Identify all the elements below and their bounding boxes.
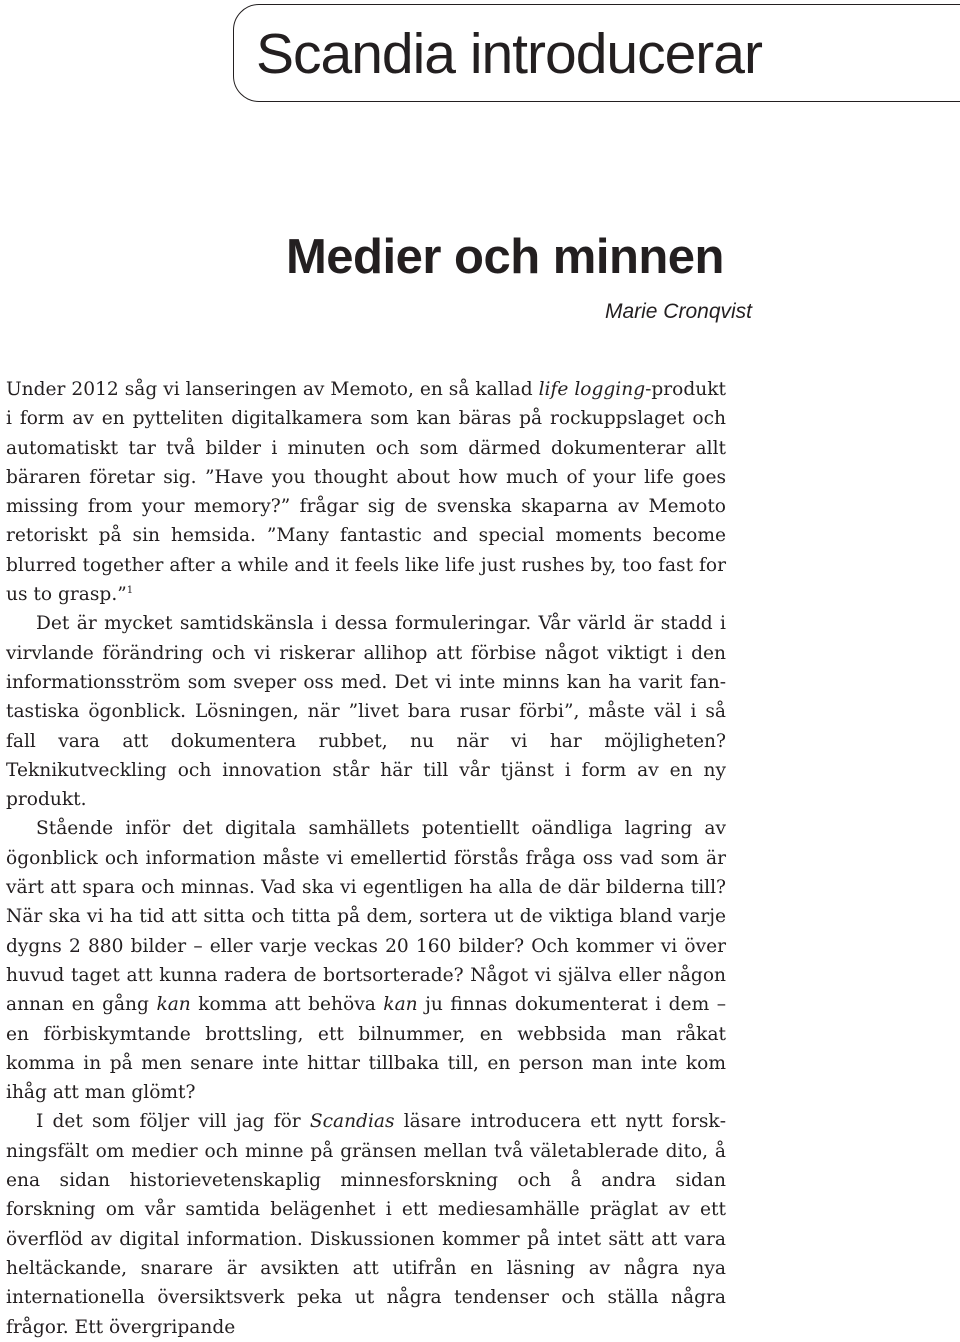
footnote-marker: 1 (126, 584, 134, 596)
emphasis-life-logging: life logging (538, 379, 646, 400)
paragraph-4: I det som följer vill jag för Scandias läsare introducera ett nytt forskningsfält om medier och minne på gränsen mellan två väletablerade dito, å ena sidan historievetenskaplig minnesforskning och å andra sidan forskning om vår samtida belägenhet i ett mediesamhälle präglat av ett överflöd av digital information. Diskussionen kommer på intet sätt att vara heltäckande, snarare är avsikten att utifrån en läsning av några nya internationella översiktsverk peka ut några tendenser och ställa några frågor. Ett övergripande (6, 1111, 726, 1338)
paragraph-2: Det är mycket samtidskänsla i dessa formuleringar. Vår värld är stadd i virvlande förändring och vi riskerar allihop att förbise något viktigt i den informationsström som sveper oss med. Det vi inte minns kan ha varit fantastiska ögonblick. Lösningen, när ”livet bara rusar förbi”, måste väl i så fall vara att dokumentera rubbet, nu när vi har möjligheten? Teknikutveckling och innovation står här till vår tjänst i form av en ny produkt. (6, 613, 726, 811)
article-title: Medier och minnen (285, 230, 724, 284)
article-author: Marie Cronqvist (604, 300, 752, 323)
emphasis-scandias: Scandias (309, 1111, 395, 1133)
paragraph-3: Stående inför det digitala samhällets potentiellt oändliga lagring av ögonblick och information måste vi emellertid förstås fråga oss vad som är värt att spara och minnas. Vad ska vi egentligen ha alla de där bilderna till? När ska vi ha tid att sitta och titta på dem, sortera ut de viktiga bland varje dygns 2 880 bilder – eller varje veckas 20 160 bilder? Och kommer vi över huvud taget att kunna radera de bortsorterade? Något vi själva eller någon annan en gång kan komma att behöva kan ju finnas dokumenterat i dem – en förbiskymtande brottsling, ett bilnummer, en webbsida man råkat komma in på men senare inte hittar tillbaka till, en person man inte kom ihåg att man glömt? (6, 818, 726, 1104)
section-title: Scandia introducerar (256, 22, 762, 86)
emphasis-kan-2: kan (383, 994, 418, 1016)
article-body (6, 375, 726, 1342)
paragraph-1: Under 2012 såg vi lanseringen av Memoto, en så kallad life logging-produkt i form av en pytteliten digitalkamera som kan bäras på rockuppslaget och automatiskt tar två bilder i minuten och som därmed dokumenterar allt bäraren företar sig. ”Have you thought about how much of your life goes missing from your memory?” frågar sig de svenska skaparna av Memoto retoriskt på sin hemsida. ”Many fantastic and special moments become blurred together after a while and it feels like life just rushes by, too fast for us to grasp.”$^1$ (6, 379, 726, 606)
emphasis-kan: kan (156, 994, 191, 1016)
